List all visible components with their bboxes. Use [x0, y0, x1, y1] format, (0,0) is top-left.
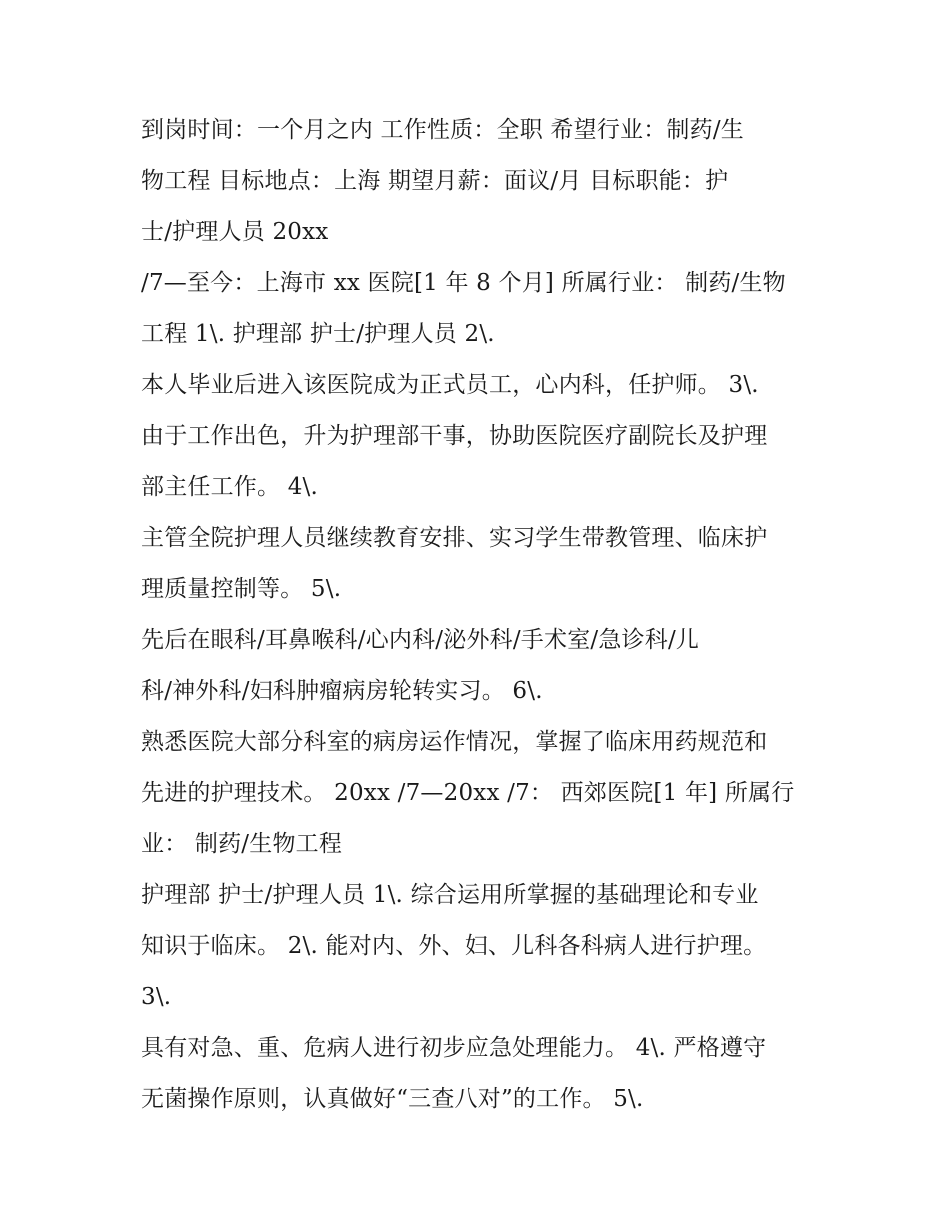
text-line: 护理部 护士/护理人员 1\. 综合运用所掌握的基础理论和专业: [141, 882, 759, 908]
text-line: 无菌操作原则，认真做好“三查八对”的工作。 5\.: [141, 1086, 644, 1112]
text-line: 熟悉医院大部分科室的病房运作情况，掌握了临床用药规范和: [141, 729, 768, 755]
text-line: 业： 制药/生物工程: [141, 831, 343, 857]
text-line: 先后在眼科/耳鼻喉科/心内科/泌外科/手术室/急诊科/儿: [141, 627, 700, 653]
text-line: 本人毕业后进入该医院成为正式员工，心内科，任护师。 3\.: [141, 372, 759, 398]
text-line: 知识于临床。 2\. 能对内、外、妇、儿科各科病人进行护理。: [141, 933, 767, 959]
text-line: 士/护理人员 20xx: [141, 219, 329, 245]
text-line: 具有对急、重、危病人进行初步应急处理能力。 4\. 严格遵守: [141, 1035, 767, 1061]
text-line: 物工程 目标地点：上海 期望月薪：面议/月 目标职能：护: [141, 168, 729, 194]
text-line: 理质量控制等。 5\.: [141, 576, 342, 602]
text-line: 3\.: [141, 984, 172, 1010]
resume-text-body: [141, 108, 831, 1128]
text-line: 工程 1\. 护理部 护士/护理人员 2\.: [141, 321, 495, 347]
text-line: 部主任工作。 4\.: [141, 474, 319, 500]
text-line: 科/神外科/妇科肿瘤病房轮转实习。 6\.: [141, 678, 543, 704]
text-line: 主管全院护理人员继续教育安排、实习学生带教管理、临床护: [141, 525, 768, 551]
text-line: 由于工作出色，升为护理部干事，协助医院医疗副院长及护理: [141, 423, 768, 449]
text-line: 到岗时间：一个月之内 工作性质：全职 希望行业：制药/生: [141, 117, 744, 143]
text-line: /7—至今：上海市 xx 医院[1 年 8 个月] 所属行业： 制药/生物: [141, 270, 786, 296]
text-line: 先进的护理技术。 20xx /7—20xx /7： 西郊医院[1 年] 所属行: [141, 780, 795, 806]
